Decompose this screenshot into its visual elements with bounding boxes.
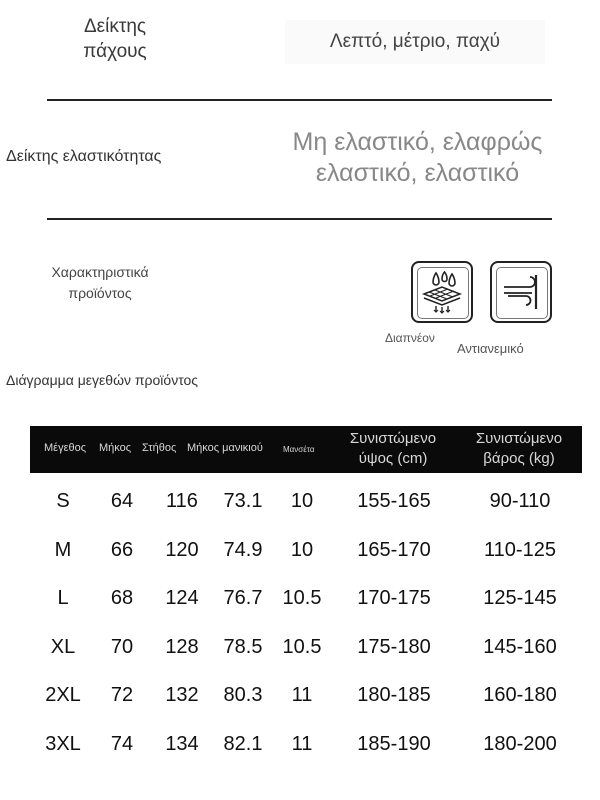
header-length: Μήκος	[99, 442, 132, 454]
cell-weight: 180-200	[483, 733, 557, 755]
cell-sleeve: 74.9	[223, 539, 263, 561]
cell-sleeve: 82.1	[223, 733, 263, 755]
table-row	[30, 720, 582, 768]
table-row	[30, 574, 582, 622]
cell-cuff: 10.5	[282, 587, 322, 609]
cell-height: 155-165	[357, 490, 431, 512]
elasticity-value-line1: Μη ελαστικό, ελαφρώς	[292, 128, 543, 156]
cell-height: 175-180	[357, 636, 431, 658]
cell-length: 74	[110, 733, 134, 755]
cell-sleeve: 76.7	[223, 587, 263, 609]
cell-chest: 116	[166, 490, 198, 512]
windproof-icon	[490, 261, 552, 323]
elasticity-value-line2: ελαστικό, ελαστικό	[315, 159, 520, 187]
cell-chest: 134	[165, 733, 199, 755]
cell-length: 64	[110, 490, 134, 512]
cell-length: 68	[110, 587, 134, 609]
divider-1	[47, 99, 552, 101]
elasticity-label: Δείκτης ελαστικότητας	[6, 148, 162, 165]
cell-size: 3XL	[45, 733, 81, 755]
cell-weight: 160-180	[483, 684, 557, 706]
header-weight	[458, 429, 580, 469]
size-chart-title: Διάγραμμα μεγεθών προϊόντος	[6, 372, 199, 388]
header-height-line2: ύψος (cm)	[358, 450, 428, 467]
cell-cuff: 10	[290, 490, 314, 512]
elasticity-value	[265, 127, 570, 189]
cell-size: S	[56, 490, 70, 512]
breathable-caption: Διαπνέον	[385, 331, 435, 345]
thickness-label	[40, 14, 190, 64]
table-row	[30, 671, 582, 719]
table-row	[30, 477, 582, 525]
table-row	[30, 526, 582, 574]
cell-cuff: 11	[291, 733, 313, 755]
cell-chest: 124	[165, 587, 199, 609]
cell-cuff: 10.5	[282, 636, 322, 658]
header-chest: Στήθος	[142, 442, 177, 454]
cell-weight: 145-160	[483, 636, 557, 658]
cell-chest: 132	[165, 684, 199, 706]
header-cuff: Μανσέτα	[283, 445, 315, 454]
thickness-label-line1: Δείκτης	[83, 16, 147, 37]
cell-size: L	[57, 587, 69, 609]
cell-cuff: 11	[291, 684, 313, 706]
cell-weight: 110-125	[484, 539, 556, 561]
size-table-header	[30, 426, 582, 473]
thickness-value: Λεπτό, μέτριο, παχύ	[285, 20, 545, 64]
cell-size: XL	[50, 636, 76, 658]
cell-size: M	[54, 539, 72, 561]
header-height	[332, 429, 454, 469]
cell-cuff: 10	[290, 539, 314, 561]
cell-height: 165-170	[357, 539, 431, 561]
cell-height: 185-190	[357, 733, 431, 755]
cell-sleeve: 78.5	[223, 636, 263, 658]
header-weight-line1: Συνιστώμενο	[475, 430, 563, 447]
thickness-label-line2: πάχους	[83, 41, 147, 62]
header-weight-line2: βάρος (kg)	[483, 450, 555, 467]
cell-length: 70	[110, 636, 134, 658]
header-height-line1: Συνιστώμενο	[349, 430, 437, 447]
divider-2	[47, 218, 552, 220]
header-size: Μέγεθος	[44, 442, 87, 454]
cell-height: 180-185	[357, 684, 431, 706]
cell-weight: 125-145	[483, 587, 557, 609]
cell-sleeve: 73.1	[223, 490, 263, 512]
features-label-line2: προϊόντος	[68, 285, 132, 301]
cell-height: 170-175	[357, 587, 431, 609]
header-sleeve: Μήκος μανικιού	[187, 442, 263, 454]
features-label	[30, 262, 170, 304]
cell-size: 2XL	[45, 684, 81, 706]
cell-sleeve: 80.3	[223, 684, 263, 706]
cell-chest: 128	[165, 636, 199, 658]
cell-weight: 90-110	[489, 490, 551, 512]
cell-chest: 120	[165, 539, 199, 561]
table-row	[30, 623, 582, 671]
cell-length: 66	[110, 539, 134, 561]
breathable-icon	[411, 261, 473, 323]
features-label-line1: Χαρακτηριστικά	[51, 264, 149, 280]
windproof-caption: Αντιανεμικό	[457, 341, 524, 356]
cell-length: 72	[110, 684, 134, 706]
